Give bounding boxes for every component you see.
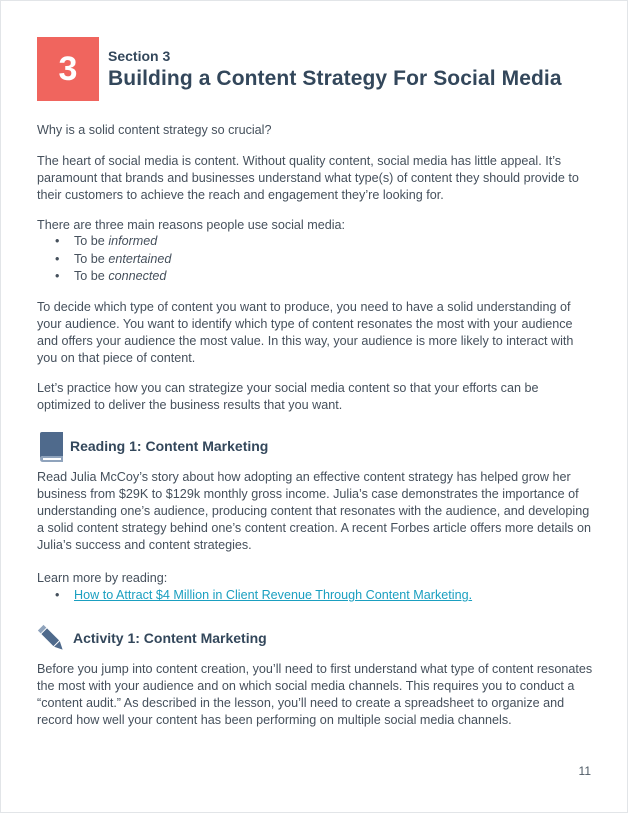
page-title: Building a Content Strategy For Social Media [108,67,562,90]
intro-question: Why is a solid content strategy so crucial? [37,123,272,137]
reading-paragraph: Read Julia McCoy’s story about how adopting an effective content strategy has helped grow her business from $29K to $129k monthly gross income. Julia’s case demonstrates the importance of understanding one’s audience, producing content that resonates with the audience, and developing a solid content strategy behind one’s content creation. A recent Forbes article offers more details on Julia’s success and content strategies. [37,470,591,552]
pencil-icon [37,624,67,654]
intro-paragraph-2: To decide which type of content you want to produce, you need to have a solid understanding of your audience. You want to identify which type of content resonates the most with your audience and offers your audience the most value. In this way, your audience is more likely to interact with you on that piece of content. [37,300,574,365]
activity-heading-row [37,624,337,656]
list-item: • To be entertained [37,251,171,269]
book-icon [37,432,65,462]
list-item: • To be informed [37,233,171,251]
reasons-list [37,233,171,286]
section-number-badge: 3 [37,37,99,101]
reading-heading: Reading 1: Content Marketing [70,438,269,454]
list-item: • To be connected [37,268,171,286]
intro-paragraph-1: The heart of social media is content. Without quality content, social media has little appeal. It’s paramount that brands and businesses understand what type(s) of content they should provide to their customers to achieve the reach and engagement they’re looking for. [37,154,579,202]
page-number: 11 [578,764,591,778]
reasons-intro: There are three main reasons people use social media: [37,218,346,232]
learn-more-label: Learn more by reading: [37,571,168,585]
list-item [37,587,472,605]
reading-article-link[interactable]: How to Attract $4 Million in Client Revenue Through Content Marketing. [74,588,473,602]
activity-paragraph: Before you jump into content creation, you’ll need to first understand what type of content resonates the most with your audience and on which social media channels. This requires you to conduct a “content audit.” As described in the lesson, you’ll need to create a spreadsheet to organize and record how well your content has been performing on multiple social media channels. [37,662,593,727]
activity-heading: Activity 1: Content Marketing [73,630,267,646]
section-label: Section 3 [108,48,171,64]
reading-heading-row [37,432,337,464]
intro-paragraph-3: Let’s practice how you can strategize your social media content so that your efforts can be optimized to deliver the business results that you want. [37,381,539,412]
reading-links-list [37,587,472,605]
